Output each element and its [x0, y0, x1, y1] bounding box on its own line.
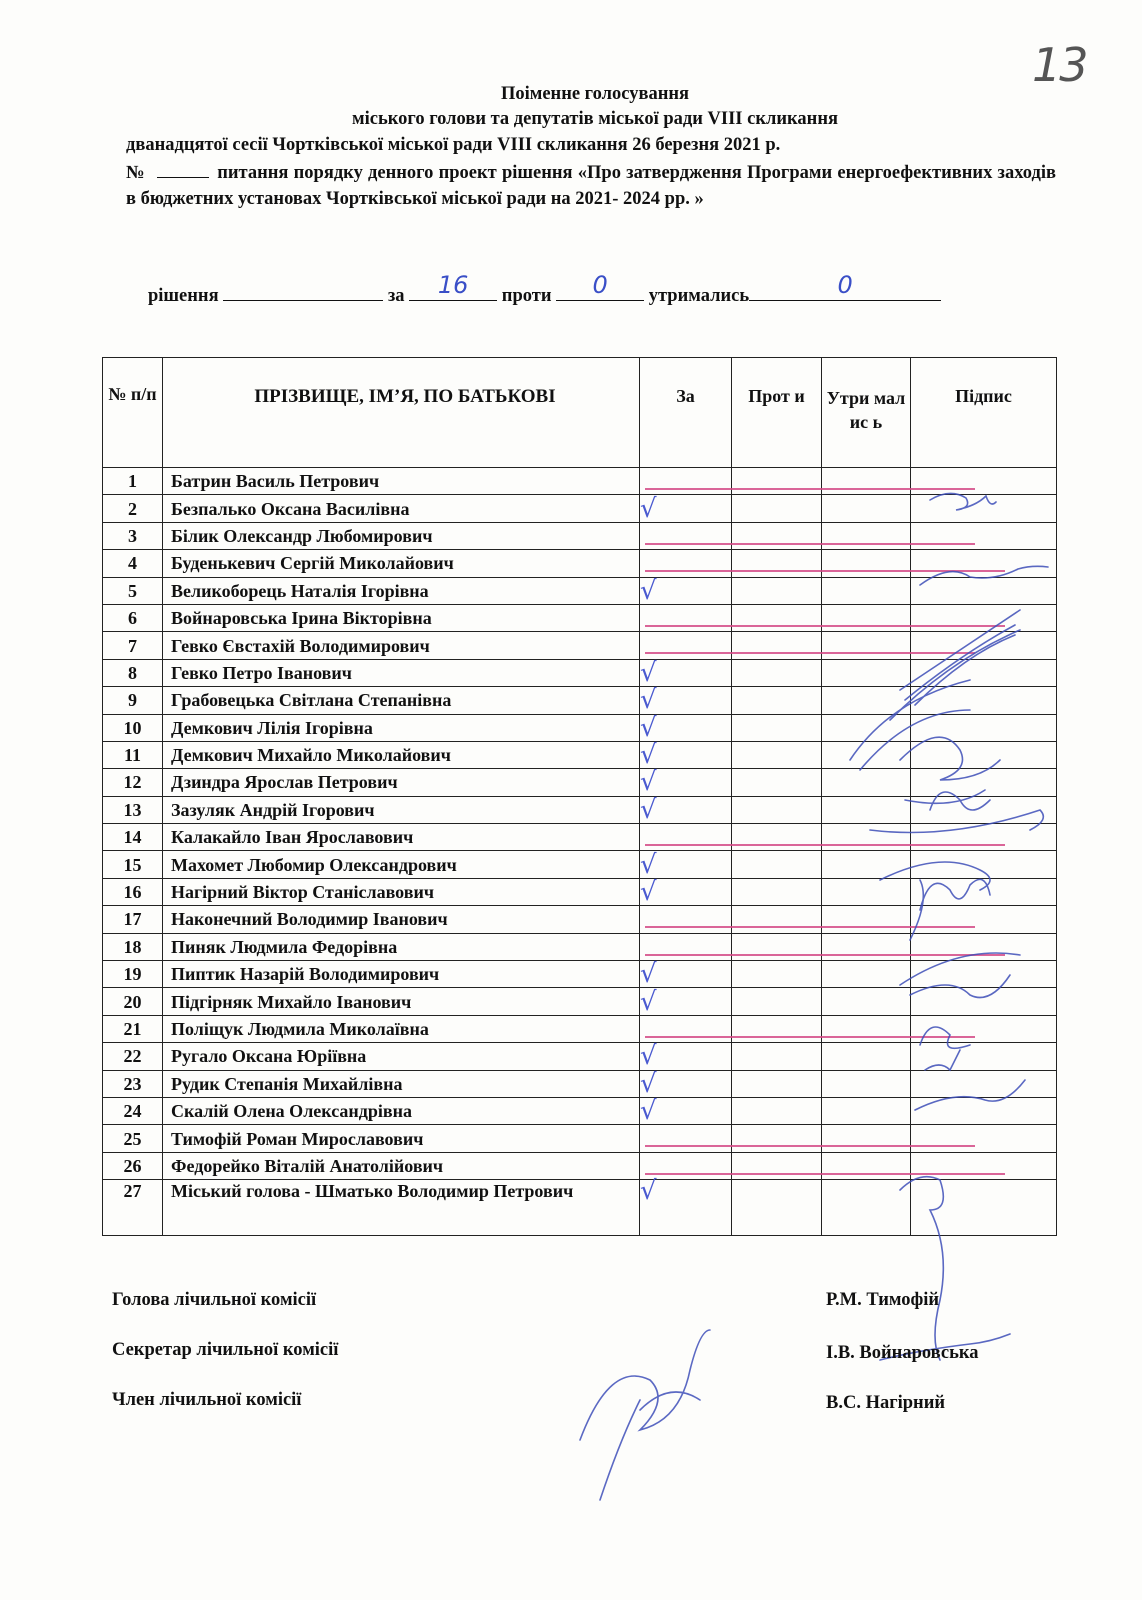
- table-row: [103, 1180, 1057, 1236]
- proty-label: проти: [501, 286, 552, 306]
- row-proty: [732, 933, 822, 960]
- commission-head-label: Голова лічильної комісії: [112, 1290, 317, 1310]
- row-name: Гевко Євстахій Володимирович: [163, 632, 640, 659]
- row-utrymalys: [822, 1097, 911, 1124]
- decision-summary: [148, 271, 941, 307]
- commission-secretary-name: І.В. Войнаровська: [826, 1343, 979, 1363]
- row-proty: [732, 604, 822, 631]
- row-signature: [911, 1097, 1057, 1124]
- table-row: [103, 769, 1057, 796]
- row-name: Тимофій Роман Мирославович: [163, 1125, 640, 1152]
- row-name: Міський голова - Шматько Володимир Петрович: [163, 1180, 640, 1236]
- title-line-1: Поіменне голосування: [500, 84, 690, 104]
- row-proty: [732, 1097, 822, 1124]
- row-name: Білик Олександр Любомирович: [163, 522, 640, 549]
- header-num: № п/п: [103, 358, 163, 468]
- row-proty: [732, 577, 822, 604]
- row-name: Буденькевич Сергій Миколайович: [163, 550, 640, 577]
- agenda-number-blank: [157, 163, 209, 178]
- row-number: 1: [103, 468, 163, 495]
- row-proty: [732, 522, 822, 549]
- row-number: 17: [103, 906, 163, 933]
- table-row: [103, 1015, 1057, 1042]
- za-label: за: [387, 286, 405, 306]
- row-number: 16: [103, 878, 163, 905]
- row-signature: [911, 1015, 1057, 1042]
- row-number: 3: [103, 522, 163, 549]
- row-proty: [732, 495, 822, 522]
- row-signature: [911, 659, 1057, 686]
- table-row: [103, 878, 1057, 905]
- row-number: 26: [103, 1152, 163, 1179]
- za-total: [409, 271, 497, 301]
- row-number: 22: [103, 1043, 163, 1070]
- table-row: [103, 1152, 1057, 1179]
- row-proty: [732, 878, 822, 905]
- row-utrymalys: [822, 796, 911, 823]
- row-number: 12: [103, 769, 163, 796]
- row-name: Наконечний Володимир Іванович: [163, 906, 640, 933]
- table-row: [103, 495, 1057, 522]
- row-za: [640, 933, 732, 960]
- row-number: 10: [103, 714, 163, 741]
- table-row: [103, 659, 1057, 686]
- row-za: [640, 906, 732, 933]
- decision-label: рішення: [148, 286, 219, 306]
- row-proty: [732, 687, 822, 714]
- row-name: Калакайло Іван Ярославович: [163, 824, 640, 851]
- agenda-item-text: [126, 160, 1056, 212]
- strike-line: [645, 1173, 1005, 1175]
- row-signature: [911, 1180, 1057, 1236]
- row-signature: [911, 878, 1057, 905]
- row-number: 20: [103, 988, 163, 1015]
- row-number: 24: [103, 1097, 163, 1124]
- row-signature: [911, 687, 1057, 714]
- table-row: [103, 741, 1057, 768]
- row-utrymalys: [822, 1125, 911, 1152]
- row-za: √: [640, 769, 732, 796]
- row-za: [640, 1015, 732, 1042]
- table-row: [103, 522, 1057, 549]
- strike-line: [645, 570, 1005, 572]
- row-name: Дзиндра Ярослав Петрович: [163, 769, 640, 796]
- page-number: 13: [1032, 38, 1087, 92]
- row-utrymalys: [822, 495, 911, 522]
- row-name: Махомет Любомир Олександрович: [163, 851, 640, 878]
- row-za: [640, 1125, 732, 1152]
- utrymalys-total: [749, 271, 941, 301]
- header-name: ПРІЗВИЩЕ, ІМ’Я, ПО БАТЬКОВІ: [163, 358, 640, 468]
- table-row: [103, 961, 1057, 988]
- strike-line: [645, 488, 975, 490]
- row-name: Підгірняк Михайло Іванович: [163, 988, 640, 1015]
- decision-blank: [223, 284, 383, 301]
- row-utrymalys: [822, 769, 911, 796]
- row-signature: [911, 961, 1057, 988]
- row-number: 2: [103, 495, 163, 522]
- row-utrymalys: [822, 604, 911, 631]
- row-name: Демкович Михайло Миколайович: [163, 741, 640, 768]
- row-number: 8: [103, 659, 163, 686]
- row-signature: [911, 741, 1057, 768]
- row-name: Федорейко Віталій Анатолійович: [163, 1152, 640, 1179]
- table-row: [103, 906, 1057, 933]
- row-name: Безпалько Оксана Василівна: [163, 495, 640, 522]
- row-name: Великоборець Наталія Ігорівна: [163, 577, 640, 604]
- row-utrymalys: [822, 1152, 911, 1179]
- row-utrymalys: [822, 714, 911, 741]
- row-number: 4: [103, 550, 163, 577]
- row-proty: [732, 1152, 822, 1179]
- row-proty: [732, 1015, 822, 1042]
- row-signature: [911, 714, 1057, 741]
- row-name: Скалій Олена Олександрівна: [163, 1097, 640, 1124]
- row-za: √: [640, 687, 732, 714]
- strike-line: [645, 1145, 975, 1147]
- row-za: [640, 522, 732, 549]
- header-proty: Прот и: [732, 358, 822, 468]
- row-name: Гевко Петро Іванович: [163, 659, 640, 686]
- row-za: [640, 468, 732, 495]
- utrymalys-label: утримались: [648, 286, 750, 306]
- row-proty: [732, 741, 822, 768]
- row-utrymalys: [822, 961, 911, 988]
- strike-line: [645, 844, 1005, 846]
- table-row: [103, 577, 1057, 604]
- row-name: Пиняк Людмила Федорівна: [163, 933, 640, 960]
- row-signature: [911, 550, 1057, 577]
- row-proty: [732, 769, 822, 796]
- za-total-value: 16: [437, 271, 469, 299]
- title-line-2: міського голови та депутатів міської ради VIII скликання: [352, 109, 838, 129]
- row-proty: [732, 1043, 822, 1070]
- table-row: [103, 851, 1057, 878]
- table-row: [103, 550, 1057, 577]
- row-signature: [911, 632, 1057, 659]
- row-proty: [732, 988, 822, 1015]
- row-za: √: [640, 1070, 732, 1097]
- row-number: 18: [103, 933, 163, 960]
- row-number: 19: [103, 961, 163, 988]
- row-number: 13: [103, 796, 163, 823]
- row-proty: [732, 851, 822, 878]
- commission-secretary-label: Секретар лічильної комісії: [112, 1340, 339, 1360]
- agenda-description: питання порядку денного проект рішення «Про затвердження Програми енергоефективних заходів в бюджетних установах Чортківської міської ради на 2021- 2024 рр. »: [126, 163, 1056, 209]
- table-row: [103, 933, 1057, 960]
- row-utrymalys: [822, 851, 911, 878]
- row-za: √: [640, 878, 732, 905]
- strike-line: [645, 625, 1005, 627]
- row-za: √: [640, 1043, 732, 1070]
- row-name: Поліщук Людмила Миколаївна: [163, 1015, 640, 1042]
- row-proty: [732, 1070, 822, 1097]
- row-za: [640, 604, 732, 631]
- row-signature: [911, 522, 1057, 549]
- row-utrymalys: [822, 1070, 911, 1097]
- row-proty: [732, 1125, 822, 1152]
- row-signature: [911, 933, 1057, 960]
- row-name: Зазуляк Андрій Ігорович: [163, 796, 640, 823]
- row-name: Рудик Степанія Михайлівна: [163, 1070, 640, 1097]
- row-za: √: [640, 1097, 732, 1124]
- number-sign: №: [126, 163, 146, 183]
- row-za: √: [640, 495, 732, 522]
- table-row: [103, 988, 1057, 1015]
- row-utrymalys: [822, 522, 911, 549]
- commission-member-label: Член лічильної комісії: [112, 1390, 302, 1410]
- row-za: √: [640, 1180, 732, 1236]
- table-row: [103, 632, 1057, 659]
- row-za: √: [640, 988, 732, 1015]
- row-proty: [732, 906, 822, 933]
- row-signature: [911, 1125, 1057, 1152]
- commission-head-name: Р.М. Тимофій: [826, 1290, 940, 1310]
- row-proty: [732, 1180, 822, 1236]
- row-za: [640, 550, 732, 577]
- strike-line: [645, 1036, 975, 1038]
- row-number: 9: [103, 687, 163, 714]
- row-utrymalys: [822, 906, 911, 933]
- row-za: [640, 824, 732, 851]
- row-name: Демкович Лілія Ігорівна: [163, 714, 640, 741]
- commission-member-name: В.С. Нагірний: [826, 1393, 946, 1413]
- row-za: √: [640, 577, 732, 604]
- row-signature: [911, 769, 1057, 796]
- row-utrymalys: [822, 468, 911, 495]
- table-row: [103, 468, 1057, 495]
- row-signature: [911, 906, 1057, 933]
- row-proty: [732, 714, 822, 741]
- row-utrymalys: [822, 988, 911, 1015]
- strike-line: [645, 926, 975, 928]
- row-number: 23: [103, 1070, 163, 1097]
- utrymalys-total-value: 0: [837, 271, 853, 299]
- row-number: 11: [103, 741, 163, 768]
- row-utrymalys: [822, 577, 911, 604]
- row-utrymalys: [822, 1015, 911, 1042]
- table-row: [103, 604, 1057, 631]
- table-header-row: [103, 358, 1057, 468]
- row-name: Грабовецька Світлана Степанівна: [163, 687, 640, 714]
- row-za: [640, 632, 732, 659]
- row-utrymalys: [822, 824, 911, 851]
- row-za: √: [640, 961, 732, 988]
- row-utrymalys: [822, 933, 911, 960]
- row-za: √: [640, 851, 732, 878]
- table-row: [103, 1043, 1057, 1070]
- row-utrymalys: [822, 1043, 911, 1070]
- row-signature: [911, 796, 1057, 823]
- row-utrymalys: [822, 632, 911, 659]
- table-row: [103, 1097, 1057, 1124]
- row-signature: [911, 495, 1057, 522]
- table-row: [103, 1070, 1057, 1097]
- row-utrymalys: [822, 550, 911, 577]
- proty-total-value: 0: [592, 271, 608, 299]
- row-name: Ругало Оксана Юріївна: [163, 1043, 640, 1070]
- row-signature: [911, 577, 1057, 604]
- row-number: 15: [103, 851, 163, 878]
- row-signature: [911, 988, 1057, 1015]
- table-row: [103, 1125, 1057, 1152]
- table-row: [103, 824, 1057, 851]
- row-proty: [732, 468, 822, 495]
- strike-line: [645, 652, 975, 654]
- row-name: Батрин Василь Петрович: [163, 468, 640, 495]
- row-za: √: [640, 714, 732, 741]
- header-za: За: [640, 358, 732, 468]
- row-signature: [911, 468, 1057, 495]
- row-utrymalys: [822, 1180, 911, 1236]
- header-utrymalys: Утри малис ь: [822, 358, 911, 468]
- row-name: Войнаровська Ірина Вікторівна: [163, 604, 640, 631]
- table-row: [103, 687, 1057, 714]
- row-proty: [732, 824, 822, 851]
- title-line-3: дванадцятої сесії Чортківської міської ради VIII скликання 26 березня 2021 р.: [126, 135, 781, 155]
- row-za: √: [640, 659, 732, 686]
- row-proty: [732, 659, 822, 686]
- row-number: 14: [103, 824, 163, 851]
- row-utrymalys: [822, 741, 911, 768]
- strike-line: [645, 543, 975, 545]
- row-number: 6: [103, 604, 163, 631]
- row-signature: [911, 851, 1057, 878]
- row-proty: [732, 961, 822, 988]
- row-utrymalys: [822, 687, 911, 714]
- row-za: √: [640, 796, 732, 823]
- strike-line: [645, 954, 1005, 956]
- row-signature: [911, 1152, 1057, 1179]
- row-number: 27: [103, 1180, 163, 1236]
- row-number: 5: [103, 577, 163, 604]
- row-signature: [911, 1070, 1057, 1097]
- row-signature: [911, 604, 1057, 631]
- row-proty: [732, 632, 822, 659]
- row-number: 7: [103, 632, 163, 659]
- row-name: Нагірний Віктор Станіславович: [163, 878, 640, 905]
- table-row: [103, 796, 1057, 823]
- row-utrymalys: [822, 659, 911, 686]
- row-signature: [911, 824, 1057, 851]
- row-proty: [732, 796, 822, 823]
- row-proty: [732, 550, 822, 577]
- row-utrymalys: [822, 878, 911, 905]
- row-signature: [911, 1043, 1057, 1070]
- row-number: 21: [103, 1015, 163, 1042]
- row-number: 25: [103, 1125, 163, 1152]
- row-name: Пиптик Назарій Володимирович: [163, 961, 640, 988]
- header-signature: Підпис: [911, 358, 1057, 468]
- proty-total: [556, 271, 644, 301]
- row-za: √: [640, 741, 732, 768]
- table-row: [103, 714, 1057, 741]
